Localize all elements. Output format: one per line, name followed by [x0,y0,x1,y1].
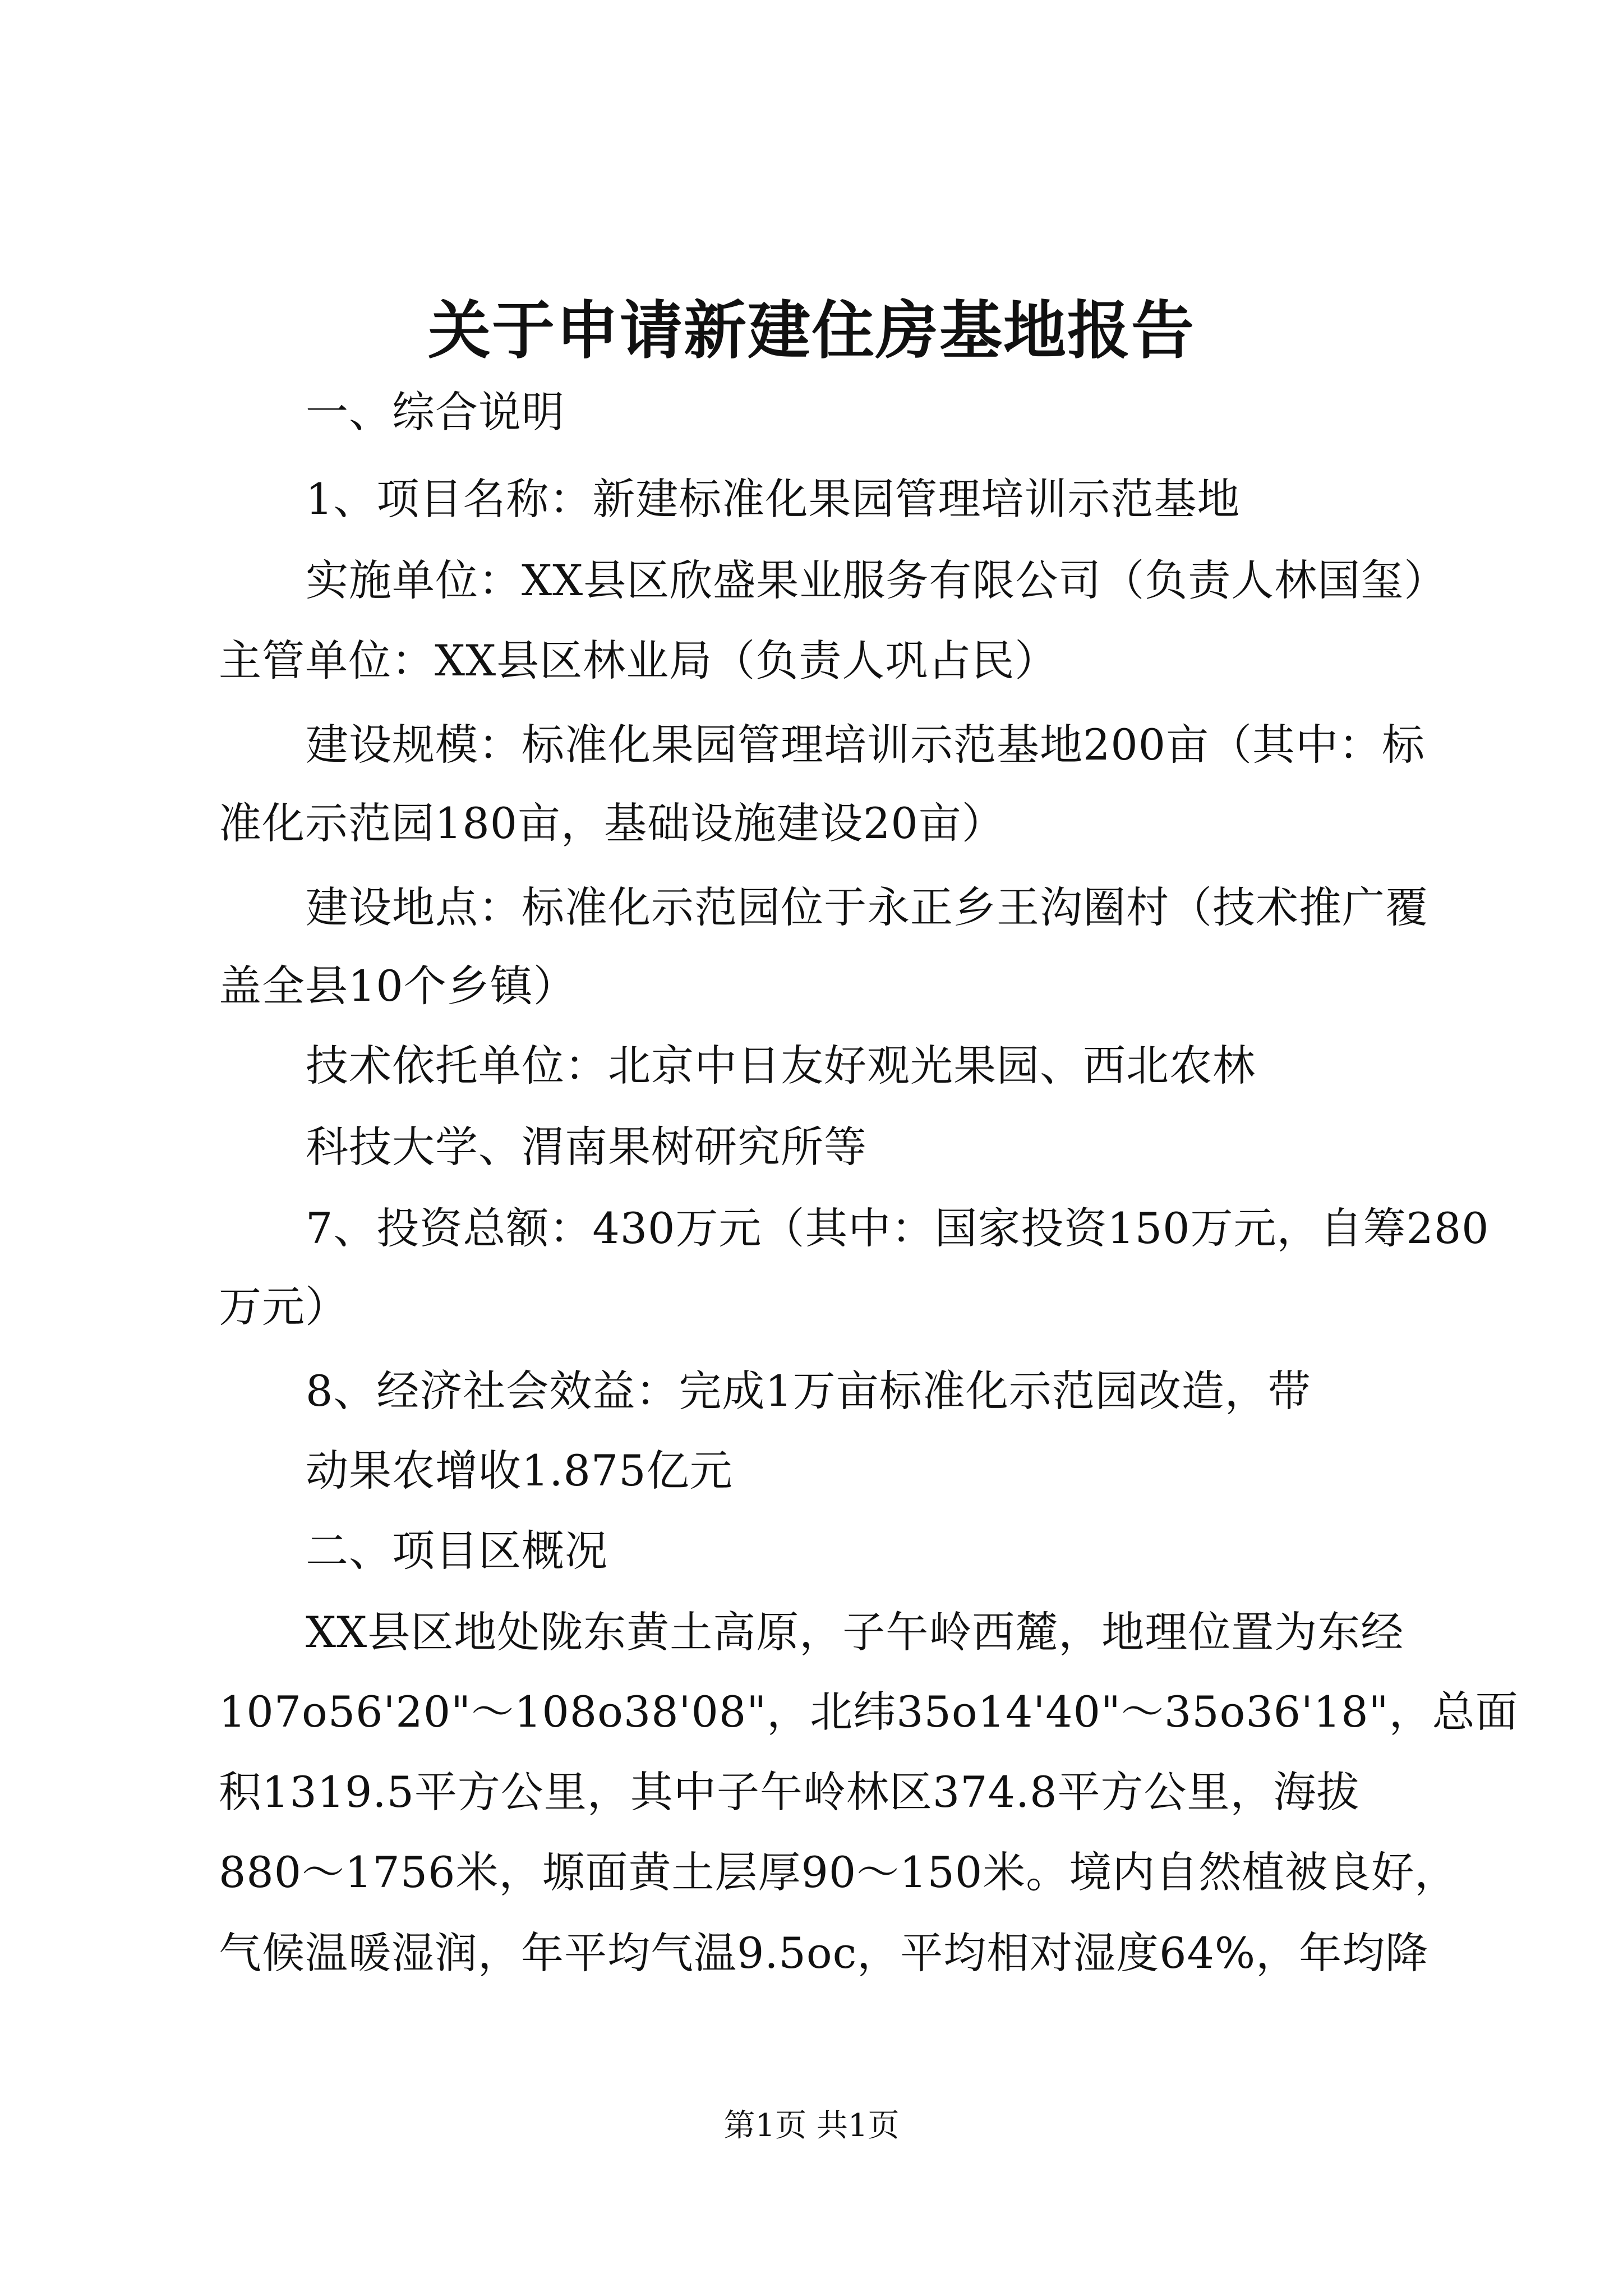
paragraph-line: 技术依托单位：北京中日友好观光果园、西北农林 [306,1041,1256,1091]
paragraph-line: 主管单位：XX县区林业局（负责人巩占民） [219,636,1058,685]
paragraph-line: 建设规模：标准化果园管理培训示范基地200亩（其中：标 [306,720,1426,770]
paragraph-line: 动果农增收1.875亿元 [306,1446,733,1496]
paragraph-line: 万元） [219,1282,348,1332]
document-title: 关于申请新建住房基地报告 [428,294,1195,367]
paragraph-line: 科技大学、渭南果树研究所等 [306,1122,867,1172]
paragraph-line: 7、投资总额：430万元（其中：国家投资150万元，自筹280 [306,1203,1490,1253]
paragraph-line: 建设地点：标准化示范园位于永正乡王沟圈村（技术推广覆 [306,882,1428,932]
paragraph-line: 880～1756米，塬面黄土层厚90～150米。境内自然植被良好， [219,1847,1458,1897]
paragraph-line: 1、项目名称：新建标准化果园管理培训示范基地 [306,474,1241,524]
paragraph-line: 气候温暖湿润，年平均气温9.5oc，平均相对湿度64%，年均降 [219,1928,1429,1978]
paragraph-line: 一、综合说明 [306,387,565,437]
paragraph-line: 107o56'20"～108o38'08"，北纬35o14'40"～35o36'18"，总面 [219,1687,1519,1737]
paragraph-line: 积1319.5平方公里，其中子午岭林区374.8平方公里，海拔 [219,1767,1360,1817]
paragraph-line: 准化示范园180亩，基础设施建设20亩） [219,798,1005,848]
paragraph-line: 实施单位：XX县区欣盛果业服务有限公司（负责人林国玺） [306,555,1447,605]
paragraph-line: XX县区地处陇东黄土高原，子午岭西麓，地理位置为东经 [306,1607,1404,1657]
paragraph-line: 盖全县10个乡镇） [219,961,577,1011]
paragraph-line: 8、经济社会效益：完成1万亩标准化示范园改造，带 [306,1366,1311,1416]
paragraph-line: 二、项目区概况 [306,1526,608,1576]
page-footer: 第1页 共1页 [723,2108,900,2144]
